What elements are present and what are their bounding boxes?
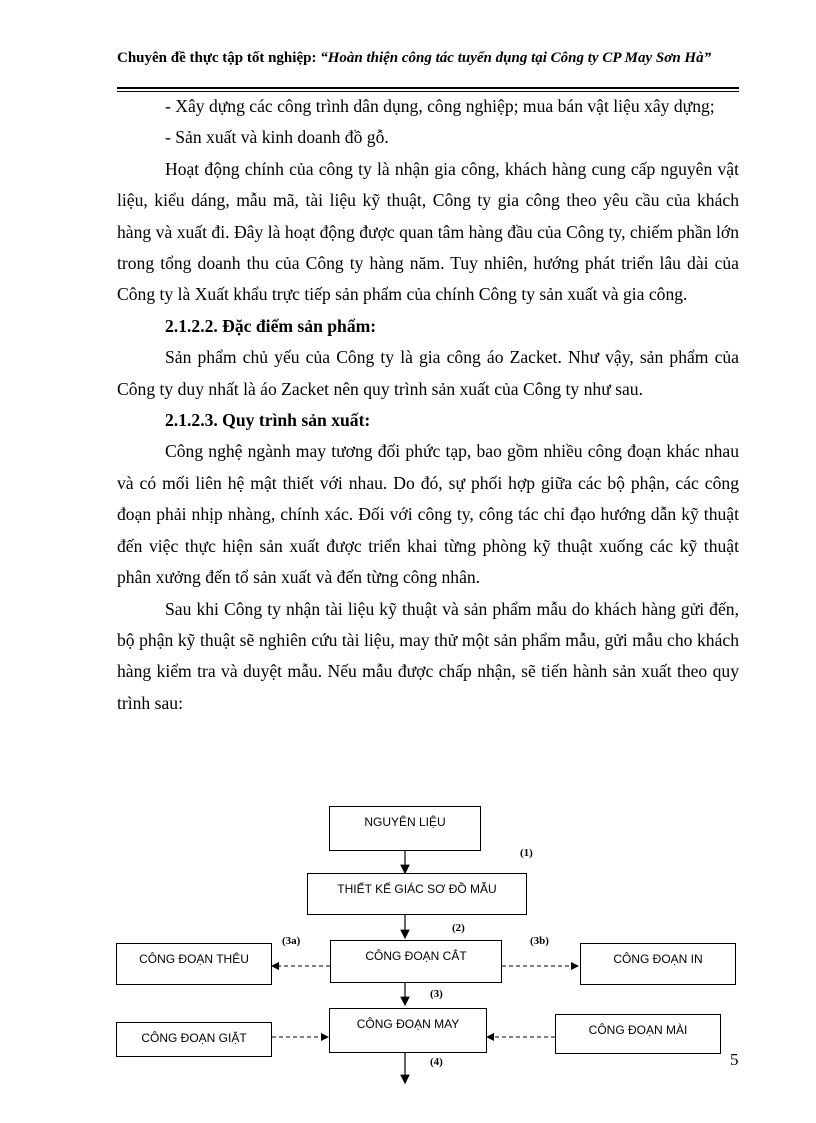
paragraph-procedure: Sau khi Công ty nhận tài liệu kỹ thuật và sản phẩm mẫu do khách hàng gửi đến, bộ phận kỹ thuật sẽ nghiên cứu tài liệu, may thử một sản phẩm mẫu, gửi mẫu cho khách hàng kiểm tra và duyệt mẫu. Nếu mẫu được chấp nhận, sẽ tiến hành sản xuất theo quy trình sau: <box>117 598 739 713</box>
box-in: CÔNG ĐOẠN IN <box>580 943 736 985</box>
box-thiet-ke: THIẾT KẾ GIÁC SƠ ĐỒ MẪU <box>307 873 527 915</box>
box-giat: CÔNG ĐOẠN GIẶT <box>116 1022 272 1057</box>
header-prefix: Chuyên đề thực tập tốt nghiệp: <box>117 50 321 66</box>
paragraph-main-activity: Hoạt động chính của công ty là nhận gia công, khách hàng cung cấp nguyên vật liệu, kiểu dáng, mẫu mã, tài liệu kỹ thuật, Công ty gia công theo yêu cầu của khách hàng và xuất đi. Đây là hoạt động được quan tâm hàng đầu của Công ty, chiếm phần lớn trong tổng doanh thu của Công ty hàng năm. Tuy nhiên, hướng phát triển lâu dài của Công ty là Xuất khẩu trực tiếp sản phẩm của chính Công ty sản xuất và gia công. <box>117 158 739 305</box>
box-may: CÔNG ĐOẠN MAY <box>329 1008 487 1053</box>
box-theu: CÔNG ĐOẠN THÊU <box>116 943 272 985</box>
heading-product-features: 2.1.2.2. Đặc điểm sản phẩm: <box>165 315 377 336</box>
paragraph-products: Sản phẩm chủ yếu của Công ty là gia công áo Zacket. Như vậy, sản phẩm của Công ty duy nhất là áo Zacket nên quy trình sản xuất của Công ty như sau. <box>117 347 739 399</box>
label-step-3b: (3b) <box>530 935 549 947</box>
page-number: 5 <box>730 1050 739 1069</box>
paragraph-technology: Công nghệ ngành may tương đối phức tạp, bao gồm nhiều công đoạn khác nhau và có mối liên hệ mật thiết với nhau. Do đó, sự phối hợp giữa các bộ phận, các công đoạn phải nhịp nhàng, chính xác. Đối với công ty, công tác chỉ đạo hướng dẫn kỹ thuật đến việc thực hiện sản xuất được triển khai từng phòng kỹ thuật xuống các kỹ thuật phân xưởng đến tổ sản xuất và đến từng công nhân. <box>117 441 739 588</box>
box-nguyen-lieu: NGUYÊN LIỆU <box>329 806 481 851</box>
label-step-4: (4) <box>430 1056 443 1068</box>
label-step-2: (2) <box>452 922 465 934</box>
label-step-3a: (3a) <box>282 935 301 947</box>
box-mai: CÔNG ĐOẠN MÀI <box>555 1014 721 1054</box>
paragraph-woodwork: - Sản xuất và kinh doanh đồ gỗ. <box>165 127 389 148</box>
label-step-3: (3) <box>430 988 443 1000</box>
header-title: “Hoàn thiện công tác tuyển dụng tại Công ty CP May Sơn Hà” <box>320 50 712 66</box>
paragraph-construction: - Xây dựng các công trình dân dụng, công nghiệp; mua bán vật liệu xây dựng; <box>165 96 715 116</box>
box-cat: CÔNG ĐOẠN CẮT <box>330 940 502 983</box>
label-step-1: (1) <box>520 847 533 859</box>
heading-production-process: 2.1.2.3. Quy trình sản xuất: <box>165 410 371 431</box>
